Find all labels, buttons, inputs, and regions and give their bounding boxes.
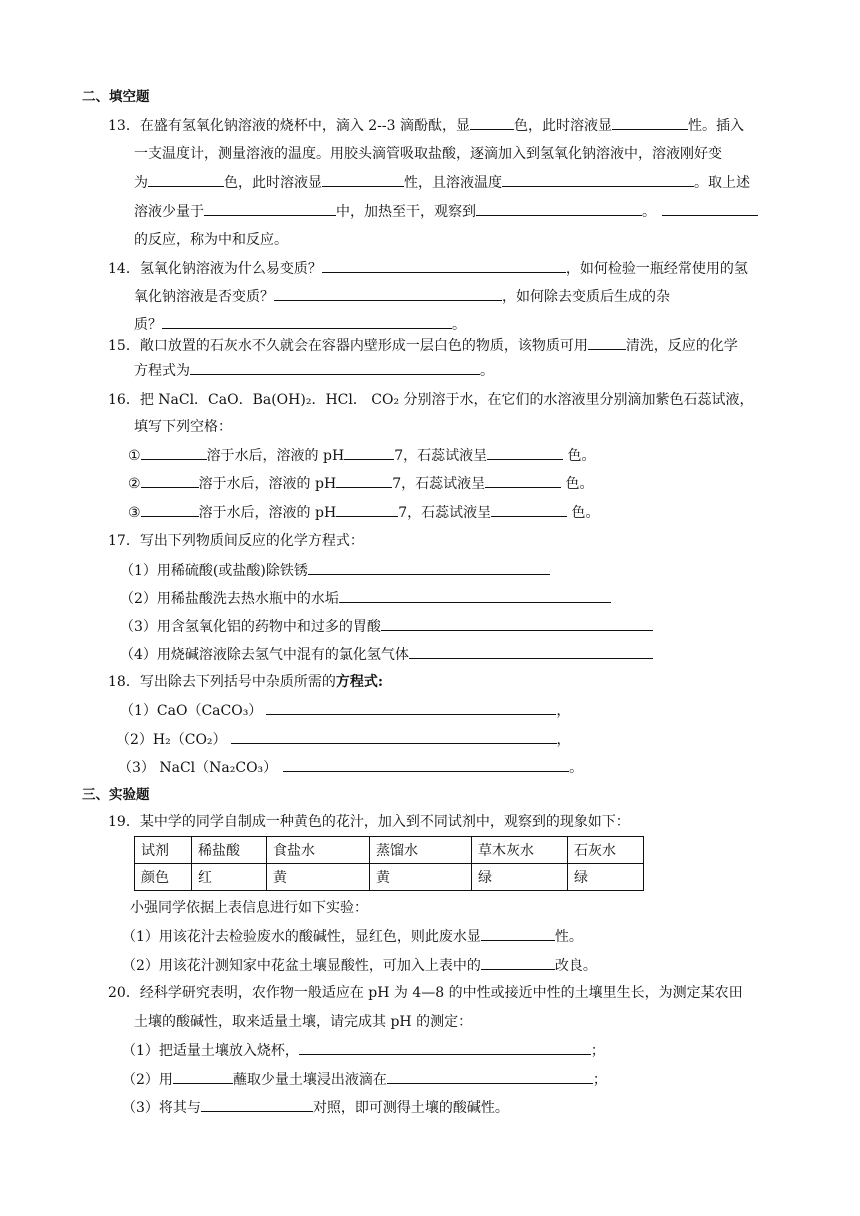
- q17-item-3: [120, 616, 653, 637]
- q14-text: 14．氢氧化钠溶液为什么易变质？: [108, 261, 322, 277]
- q13-text: 溶液少量于: [134, 204, 204, 220]
- q20-blank-tool[interactable]: [173, 1069, 233, 1084]
- q14-text: 。: [452, 317, 466, 333]
- q18-text: （2）H₂（CO₂）: [116, 732, 227, 748]
- q16-text: 溶于水后，溶液的 pH: [198, 476, 337, 492]
- table-cell: 食盐水: [267, 837, 370, 864]
- q19-text: 改良。: [554, 958, 597, 974]
- q18-title-bold: 方程式:: [335, 674, 383, 690]
- q13-line-2: 一支温度计，测量溶液的温度。用胶头滴管吸取盐酸，逐滴加入到氢氧化钠溶液中，溶液刚好变: [134, 146, 722, 162]
- q20-text: ；: [592, 1072, 607, 1088]
- q19-blank-reagent[interactable]: [481, 955, 555, 970]
- q16-blank-ph[interactable]: [336, 502, 398, 517]
- q18-text: 18．写出除去下列括号中杂质所需的: [108, 674, 336, 690]
- q17-text: （1）用稀硫酸(或盐酸)除铁锈: [120, 563, 308, 579]
- table-cell: 红: [192, 864, 267, 891]
- table-cell: 草木灰水: [472, 837, 568, 864]
- q20-item-2: [122, 1069, 607, 1090]
- q20-text: （3）将其与: [122, 1100, 201, 1116]
- q13-line-4: [134, 201, 758, 222]
- q18-text: 。: [569, 760, 584, 776]
- q20-line-1: 20．经科学研究表明，农作物一般适应在 pH 为 4—8 的中性或接近中性的土壤里生长，为测定某农田: [108, 985, 743, 1001]
- q20-text: （2）用: [122, 1072, 173, 1088]
- q13-text: 色，此时溶液显: [514, 118, 612, 134]
- q20-text: 对照，即可测得土壤的酸碱性。: [312, 1100, 509, 1116]
- q15-blank-equation[interactable]: [190, 360, 480, 375]
- q17-blank-equation[interactable]: [339, 588, 611, 603]
- q17-text: （4）用烧碱溶液除去氢气中混有的氯化氢气体: [120, 647, 409, 663]
- q13-text: 色，此时溶液显: [224, 175, 322, 191]
- table-cell: 绿: [472, 864, 568, 891]
- q18-item-3: [118, 757, 583, 778]
- q20-text: 蘸取少量土壤浸出液滴在: [232, 1072, 387, 1088]
- q17-item-1: [120, 560, 550, 581]
- q20-line-2: 土壤的酸碱性，取来适量土壤，请完成其 pH 的测定：: [134, 1014, 473, 1030]
- q20-blank-step[interactable]: [299, 1040, 591, 1055]
- q17-item-2: [120, 588, 611, 609]
- q15-blank-cleaner[interactable]: [588, 335, 626, 350]
- q18-text: ，: [556, 703, 571, 719]
- q16-text: 色。: [567, 505, 600, 521]
- q20-item-3: [122, 1097, 509, 1118]
- q18-blank-equation[interactable]: [283, 757, 569, 772]
- table-row: [135, 864, 644, 891]
- q18-blank-equation[interactable]: [266, 700, 556, 715]
- q16-row-3: [128, 502, 600, 523]
- q14-line-3: [134, 314, 466, 335]
- q16-row-2: [128, 473, 594, 494]
- q18-text: （3） NaCl（Na₂CO₃）: [118, 760, 278, 776]
- q13-text: 。: [642, 204, 656, 220]
- q20-text: ；: [590, 1043, 605, 1059]
- q16-marker: ③: [128, 505, 141, 521]
- q14-line-2: [134, 286, 670, 307]
- q13-blank-nature[interactable]: [612, 115, 688, 130]
- q14-blank-reason[interactable]: [322, 258, 566, 273]
- q14-text: ，如何检验一瓶经常使用的氢: [565, 261, 748, 277]
- q16-text: 溶于水后，溶液的 pH: [206, 448, 345, 464]
- table-cell: 黄: [370, 864, 472, 891]
- table-cell: 石灰水: [568, 837, 644, 864]
- q19-text: （1）用该花汁去检验废水的酸碱性，显红色，则此废水显: [122, 929, 481, 945]
- q15-text: 清洗，反应的化学: [625, 338, 738, 354]
- q13-blank-temperature[interactable]: [502, 172, 694, 187]
- q13-blank-definition[interactable]: [662, 201, 758, 216]
- q14-blank-test-method[interactable]: [274, 286, 502, 301]
- q20-text: （1）把适量土壤放入烧杯，: [122, 1043, 299, 1059]
- q16-text: 色。: [561, 476, 594, 492]
- q19-after-table: 小强同学依据上表信息进行如下实验：: [130, 900, 368, 916]
- q16-text: 7，石蕊试液呈: [392, 476, 486, 492]
- q16-blank-color[interactable]: [487, 445, 563, 460]
- table-cell: 试剂: [135, 837, 192, 864]
- q17-item-4: [120, 644, 653, 665]
- q18-item-1: [120, 700, 570, 721]
- q16-blank-ph[interactable]: [336, 473, 392, 488]
- q18-title: [108, 672, 383, 692]
- q16-blank-ph[interactable]: [344, 445, 394, 460]
- q19-title: 19．某中学的同学自制成一种黄色的花汁，加入到不同试剂中，观察到的现象如下：: [108, 814, 630, 830]
- q16-blank-color[interactable]: [485, 473, 561, 488]
- q13-blank-color[interactable]: [470, 115, 514, 130]
- q13-blank-color-2[interactable]: [148, 172, 224, 187]
- q14-text: 质？: [134, 317, 162, 333]
- q17-text: （2）用稀盐酸洗去热水瓶中的水垢: [120, 591, 339, 607]
- table-row: [135, 837, 644, 864]
- q19-item-2: [122, 955, 597, 976]
- q13-line-5: 的反应，称为中和反应。: [134, 232, 288, 248]
- q18-blank-equation[interactable]: [231, 729, 557, 744]
- q16-marker: ②: [128, 476, 141, 492]
- q13-text: 中，加热至干，观察到: [336, 204, 476, 220]
- q16-line-2: 填写下列空格：: [134, 419, 232, 435]
- q16-blank-substance[interactable]: [141, 473, 199, 488]
- q16-text: 7，石蕊试液呈: [398, 505, 492, 521]
- q15-text: 15．敞口放置的石灰水不久就会在容器内壁形成一层白色的物质，该物质可用: [108, 338, 588, 354]
- q13-text: 。取上述: [694, 175, 750, 191]
- q16-blank-substance[interactable]: [141, 445, 207, 460]
- q18-item-2: [116, 729, 571, 750]
- q15-text: 方程式为: [134, 363, 190, 379]
- q13-text: 13．在盛有氢氧化钠溶液的烧杯中，滴入 2--3 滴酚酞，显: [108, 118, 470, 134]
- table-cell: 蒸馏水: [370, 837, 472, 864]
- q16-blank-substance[interactable]: [141, 502, 199, 517]
- q13-text: 性。插入: [688, 118, 744, 134]
- q19-text: （2）用该花汁测知家中花盆土壤显酸性，可加入上表中的: [122, 958, 481, 974]
- q14-text: ，如何除去变质后生成的杂: [502, 289, 670, 305]
- q16-text: 色。: [563, 448, 596, 464]
- table-cell: 黄: [267, 864, 370, 891]
- q16-row-1: [128, 445, 596, 466]
- q16-line-1: 16．把 NaCl．CaO．Ba(OH)₂．HCl． CO₂ 分别溶于水，在它们的水溶液里分别滴加紫色石蕊试液，: [108, 392, 754, 408]
- q17-blank-equation[interactable]: [409, 644, 653, 659]
- q14-text: 氧化钠溶液是否变质？: [134, 289, 274, 305]
- q16-marker: ①: [128, 448, 141, 464]
- q17-text: （3）用含氢氧化铝的药物中和过多的胃酸: [120, 619, 381, 635]
- section-heading-fill-in: 二、填空题: [82, 89, 150, 105]
- q13-text: 为: [134, 175, 148, 191]
- q15-line-2: [134, 360, 494, 381]
- q19-item-1: [122, 926, 583, 947]
- q13-blank-nature-2[interactable]: [322, 172, 404, 187]
- q15-line-1: [108, 335, 738, 356]
- q19-text: 性。: [554, 929, 583, 945]
- table-cell: 绿: [568, 864, 644, 891]
- q19-reagent-table: [134, 836, 644, 891]
- q15-text: 。: [480, 363, 494, 379]
- q16-text: 7，石蕊试液呈: [394, 448, 488, 464]
- q13-blank-vessel[interactable]: [204, 201, 336, 216]
- table-cell: 稀盐酸: [192, 837, 267, 864]
- q13-text: 性，且溶液温度: [404, 175, 502, 191]
- q13-blank-observation[interactable]: [476, 201, 642, 216]
- q20-blank-test-paper[interactable]: [387, 1069, 593, 1084]
- q17-title: 17．写出下列物质间反应的化学方程式：: [108, 533, 364, 549]
- section-heading-experiment: 三、实验题: [82, 787, 150, 803]
- q18-text: ，: [556, 732, 571, 748]
- q13-line-1: [108, 115, 744, 136]
- q17-blank-equation[interactable]: [308, 560, 550, 575]
- q14-line-1: [108, 258, 748, 279]
- q18-text: （1）CaO（CaCO₃）: [120, 703, 263, 719]
- q13-line-3: [134, 172, 750, 193]
- q16-blank-color[interactable]: [491, 502, 567, 517]
- q16-text: 溶于水后，溶液的 pH: [198, 505, 337, 521]
- q19-blank-nature[interactable]: [481, 926, 555, 941]
- q20-item-1: [122, 1040, 605, 1061]
- table-cell: 颜色: [135, 864, 192, 891]
- q17-blank-equation[interactable]: [381, 616, 653, 631]
- q14-blank-removal[interactable]: [162, 314, 452, 329]
- q20-blank-reference[interactable]: [201, 1097, 313, 1112]
